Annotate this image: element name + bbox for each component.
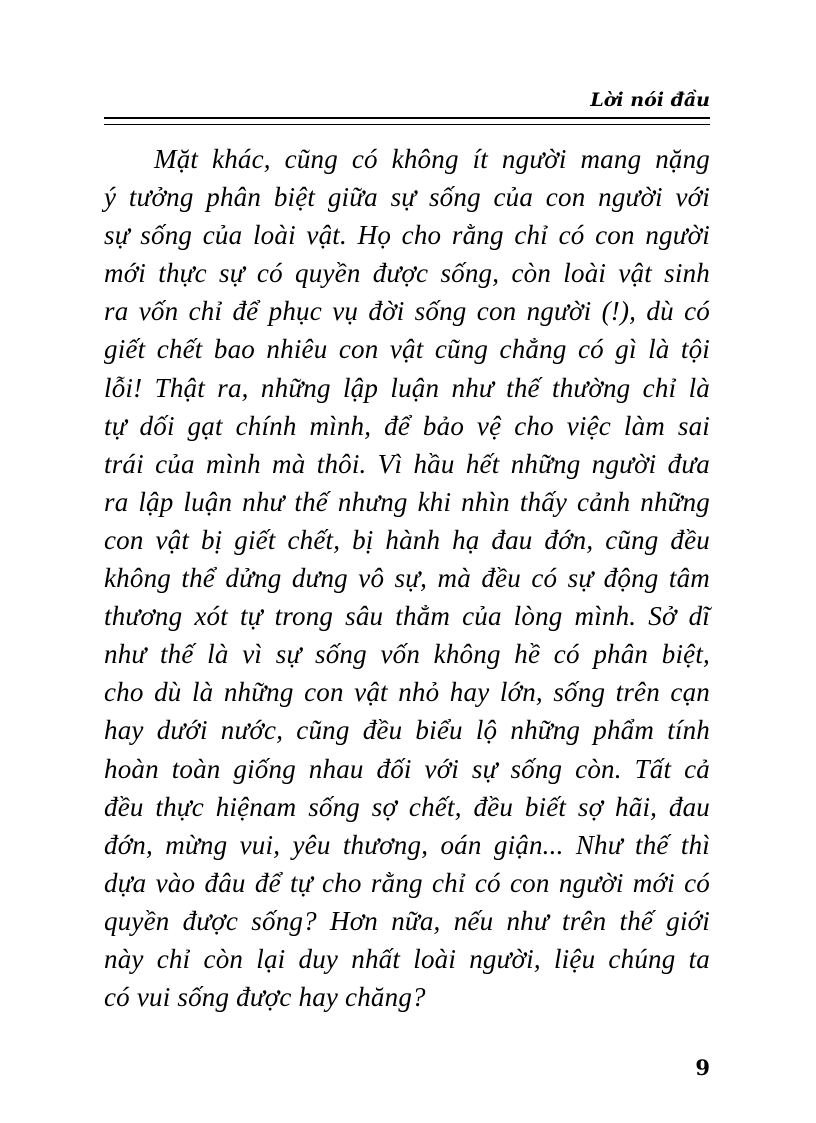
header-rule-thin <box>104 124 710 125</box>
text-line: không thể dửng dưng vô sự, mà đều có sự động tâm <box>104 563 710 594</box>
page-number: 9 <box>695 1055 710 1080</box>
text-line: đều thực hiệnam sống sợ chết, đều biết sợ hãi, đau <box>104 791 710 822</box>
text-line: Mặt khác, cũng có không ít người mang nặng <box>154 144 710 174</box>
text-line: đớn, mừng vui, yêu thương, oán giận... Như thế thì <box>104 829 710 860</box>
text-line: dựa vào đâu để tự cho rằng chỉ có con người mới có <box>104 867 710 898</box>
text-line: này chỉ còn lại duy nhất loài người, liệu chúng ta <box>104 943 710 974</box>
text-line: hay dưới nước, cũng đều biểu lộ những phẩm tính <box>104 715 710 746</box>
text-line: trái của mình mà thôi. Vì hầu hết những người đưa <box>104 448 710 479</box>
text-line: ra lập luận như thế nhưng khi nhìn thấy cảnh những <box>104 486 710 517</box>
text-line: giết chết bao nhiêu con vật cũng chẳng có gì là tội <box>104 334 710 365</box>
body-paragraph <box>104 140 710 1016</box>
text-line: thương xót tự trong sâu thẳm của lòng mình. Sở dĩ <box>104 601 710 632</box>
text-line: ý tưởng phân biệt giữa sự sống của con người với <box>104 182 710 213</box>
text-line: ra vốn chỉ để phục vụ đời sống con người (!), dù có <box>104 296 710 327</box>
text-line: như thế là vì sự sống vốn không hề có phân biệt, <box>104 639 710 670</box>
text-line: lỗi! Thật ra, những lập luận như thế thường chỉ là <box>104 372 710 403</box>
text-line: cho dù là những con vật nhỏ hay lớn, sống trên cạn <box>104 677 710 708</box>
running-header-title: Lời nói đầu <box>590 89 710 111</box>
text-line: tự dối gạt chính mình, để bảo vệ cho việc làm sai <box>104 410 710 441</box>
text-line: quyền được sống? Hơn nữa, nếu như trên thế giới <box>104 905 710 936</box>
text-line: mới thực sự có quyền được sống, còn loài vật sinh <box>104 258 710 289</box>
header-rule-thick <box>104 117 710 119</box>
text-line: hoàn toàn giống nhau đối với sự sống còn. Tất cả <box>104 753 710 784</box>
text-line: con vật bị giết chết, bị hành hạ đau đớn, cũng đều <box>104 524 710 555</box>
text-line: sự sống của loài vật. Họ cho rằng chỉ có con người <box>104 220 710 251</box>
text-line: có vui sống được hay chăng? <box>104 982 426 1013</box>
